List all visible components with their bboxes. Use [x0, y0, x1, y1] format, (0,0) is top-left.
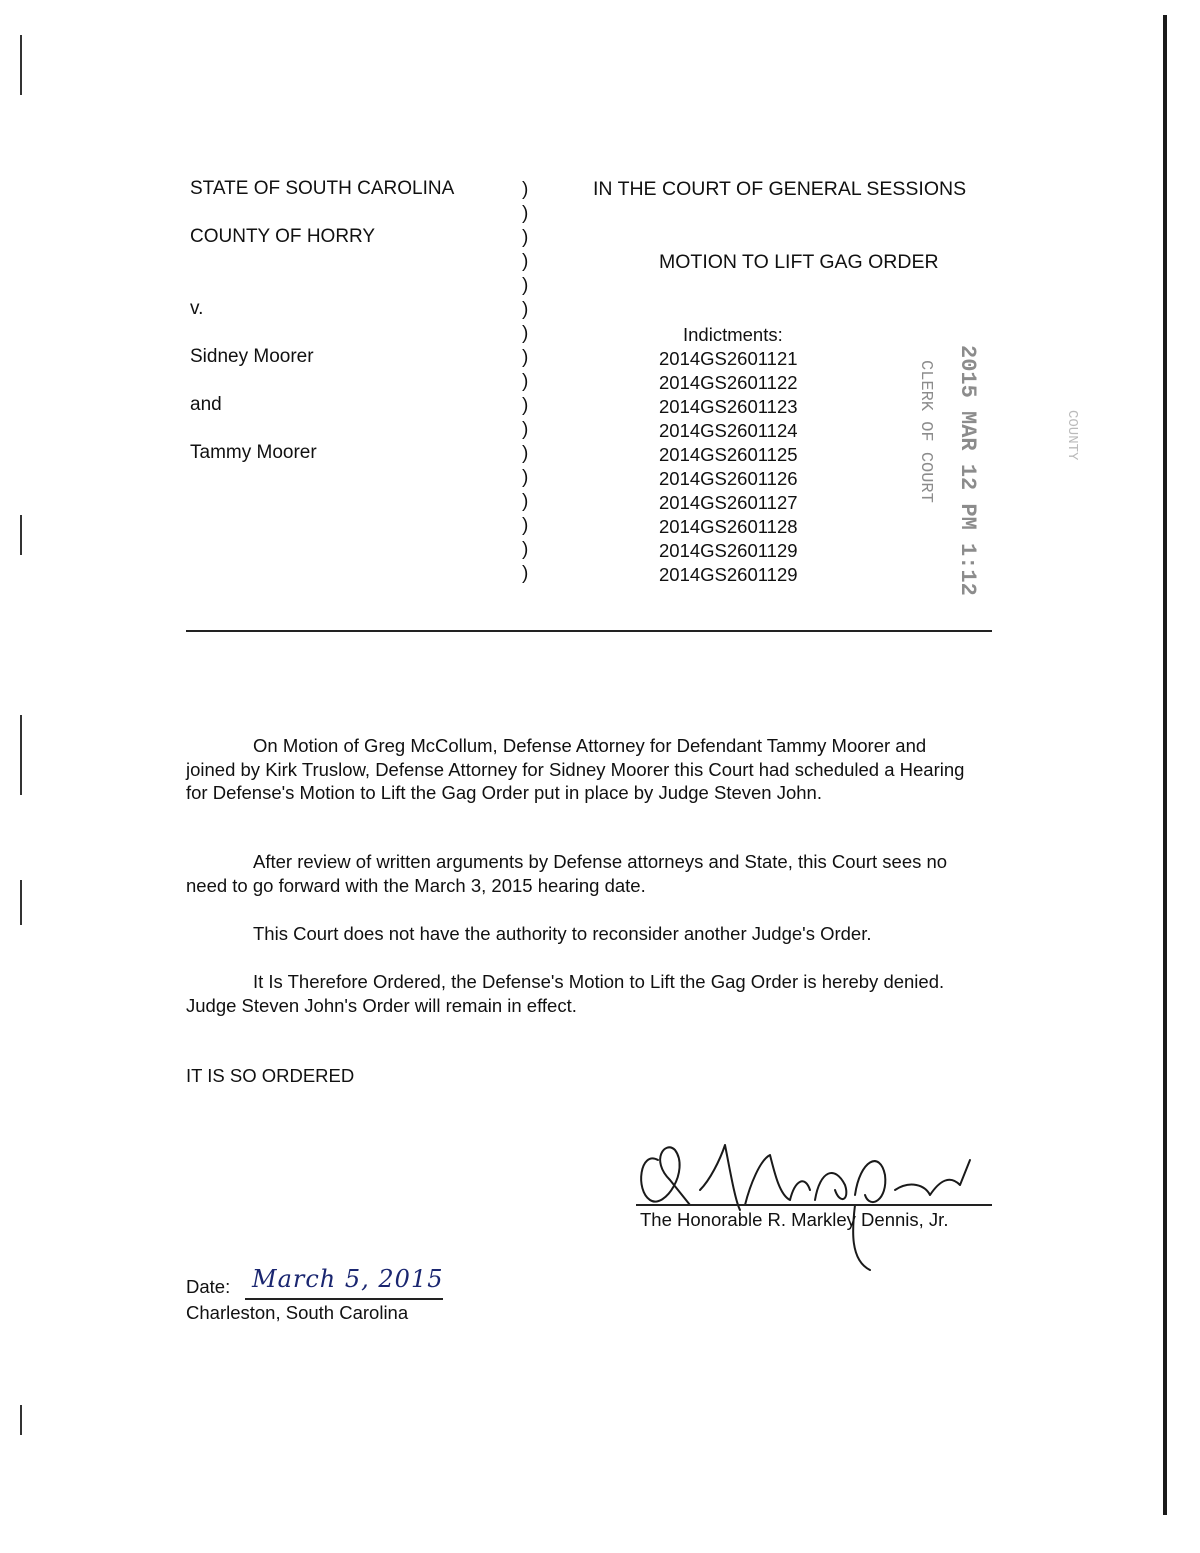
body-paragraph-1 — [186, 734, 976, 805]
scan-edge-mark — [20, 35, 22, 95]
indictments-label: Indictments: — [683, 324, 783, 345]
caption-paren: ) — [522, 323, 529, 344]
stamp-date-line: 2015 MAR 12 PM 1:12 — [955, 345, 980, 596]
stamp-county-line: COUNTY — [1064, 410, 1080, 461]
caption-paren: ) — [522, 371, 529, 392]
indictment-number: 2014GS2601121 — [659, 348, 798, 369]
caption-paren: ) — [522, 539, 529, 560]
indictment-number: 2014GS2601127 — [659, 492, 798, 513]
caption-conjunction: and — [190, 394, 222, 415]
caption-defendant-1: Sidney Moorer — [190, 346, 314, 367]
body-paragraph-4-text: It Is Therefore Ordered, the Defense's Motion to Lift the Gag Order is hereby denied. Judge Steven John's Order will remain in effect. — [186, 971, 945, 1016]
court-title: IN THE COURT OF GENERAL SESSIONS — [593, 178, 967, 200]
caption-state: STATE OF SOUTH CAROLINA — [190, 178, 455, 199]
scan-edge-mark — [20, 880, 22, 925]
clerk-filing-stamp — [880, 340, 1080, 596]
indictment-number: 2014GS2601129 — [659, 540, 798, 561]
indictment-number: 2014GS2601123 — [659, 396, 798, 417]
signature-stroke — [895, 1160, 970, 1195]
body-paragraph-2-text: After review of written arguments by Defense attorneys and State, this Court sees no need to go forward with the March 3, 2015 hearing date. — [186, 851, 948, 896]
caption-paren: ) — [522, 443, 529, 464]
caption-versus: v. — [190, 298, 204, 319]
scan-edge-mark — [20, 1405, 22, 1435]
caption-paren: ) — [522, 299, 529, 320]
caption-paren: ) — [522, 347, 529, 368]
body-paragraph-3-text: This Court does not have the authority to reconsider another Judge's Order. — [253, 923, 872, 944]
body-paragraph-3 — [186, 922, 976, 946]
caption-paren: ) — [522, 419, 529, 440]
indictment-number: 2014GS2601125 — [659, 444, 798, 465]
indictments-list — [659, 347, 798, 587]
caption-paren: ) — [522, 251, 529, 272]
stamp-clerk-line: CLERK OF COURT — [916, 360, 935, 503]
signature-line — [636, 1204, 992, 1206]
caption-county: COUNTY OF HORRY — [190, 226, 376, 247]
body-paragraph-2 — [186, 850, 976, 897]
caption-paren: ) — [522, 515, 529, 536]
caption-divider — [186, 630, 992, 632]
date-label: Date: — [186, 1276, 231, 1297]
signature-stroke — [855, 1161, 885, 1202]
caption-paren: ) — [522, 275, 529, 296]
caption-paren: ) — [522, 227, 529, 248]
signing-location: Charleston, South Carolina — [186, 1302, 409, 1323]
scan-edge-mark — [20, 715, 22, 795]
caption-defendant-2: Tammy Moorer — [190, 442, 317, 463]
closing-order: IT IS SO ORDERED — [186, 1065, 355, 1086]
scan-edge-mark — [20, 515, 22, 555]
body-paragraph-1-text: On Motion of Greg McCollum, Defense Attorney for Defendant Tammy Moorer and joined by Kirk Truslow, Defense Attorney for Sidney Moorer this Court had scheduled a Hearing for Defense's Motion to Lift the Gag Order put in place by Judge Steven John. — [186, 735, 965, 803]
caption-paren: ) — [522, 467, 529, 488]
signature-stroke — [700, 1145, 740, 1210]
body-paragraph-4 — [186, 970, 976, 1017]
judge-name: The Honorable R. Markley Dennis, Jr. — [640, 1209, 949, 1230]
indictment-number: 2014GS2601124 — [659, 420, 798, 441]
signature-stroke — [641, 1147, 690, 1205]
indictment-number: 2014GS2601129 — [659, 564, 798, 585]
caption-paren: ) — [522, 491, 529, 512]
indictment-number: 2014GS2601126 — [659, 468, 798, 489]
indictment-number: 2014GS2601128 — [659, 516, 798, 537]
scan-margin-bar — [1163, 15, 1167, 1515]
caption-paren-column — [522, 178, 536, 586]
date-line — [245, 1298, 443, 1300]
signature-stroke — [815, 1173, 846, 1200]
caption-paren: ) — [522, 395, 529, 416]
caption-paren: ) — [522, 563, 529, 584]
signature-stroke — [745, 1155, 810, 1205]
caption-paren: ) — [522, 203, 529, 224]
motion-title: MOTION TO LIFT GAG ORDER — [659, 251, 939, 273]
caption-paren: ) — [522, 179, 529, 200]
indictment-number: 2014GS2601122 — [659, 372, 798, 393]
handwritten-date: March 5, 2015 — [252, 1265, 444, 1293]
